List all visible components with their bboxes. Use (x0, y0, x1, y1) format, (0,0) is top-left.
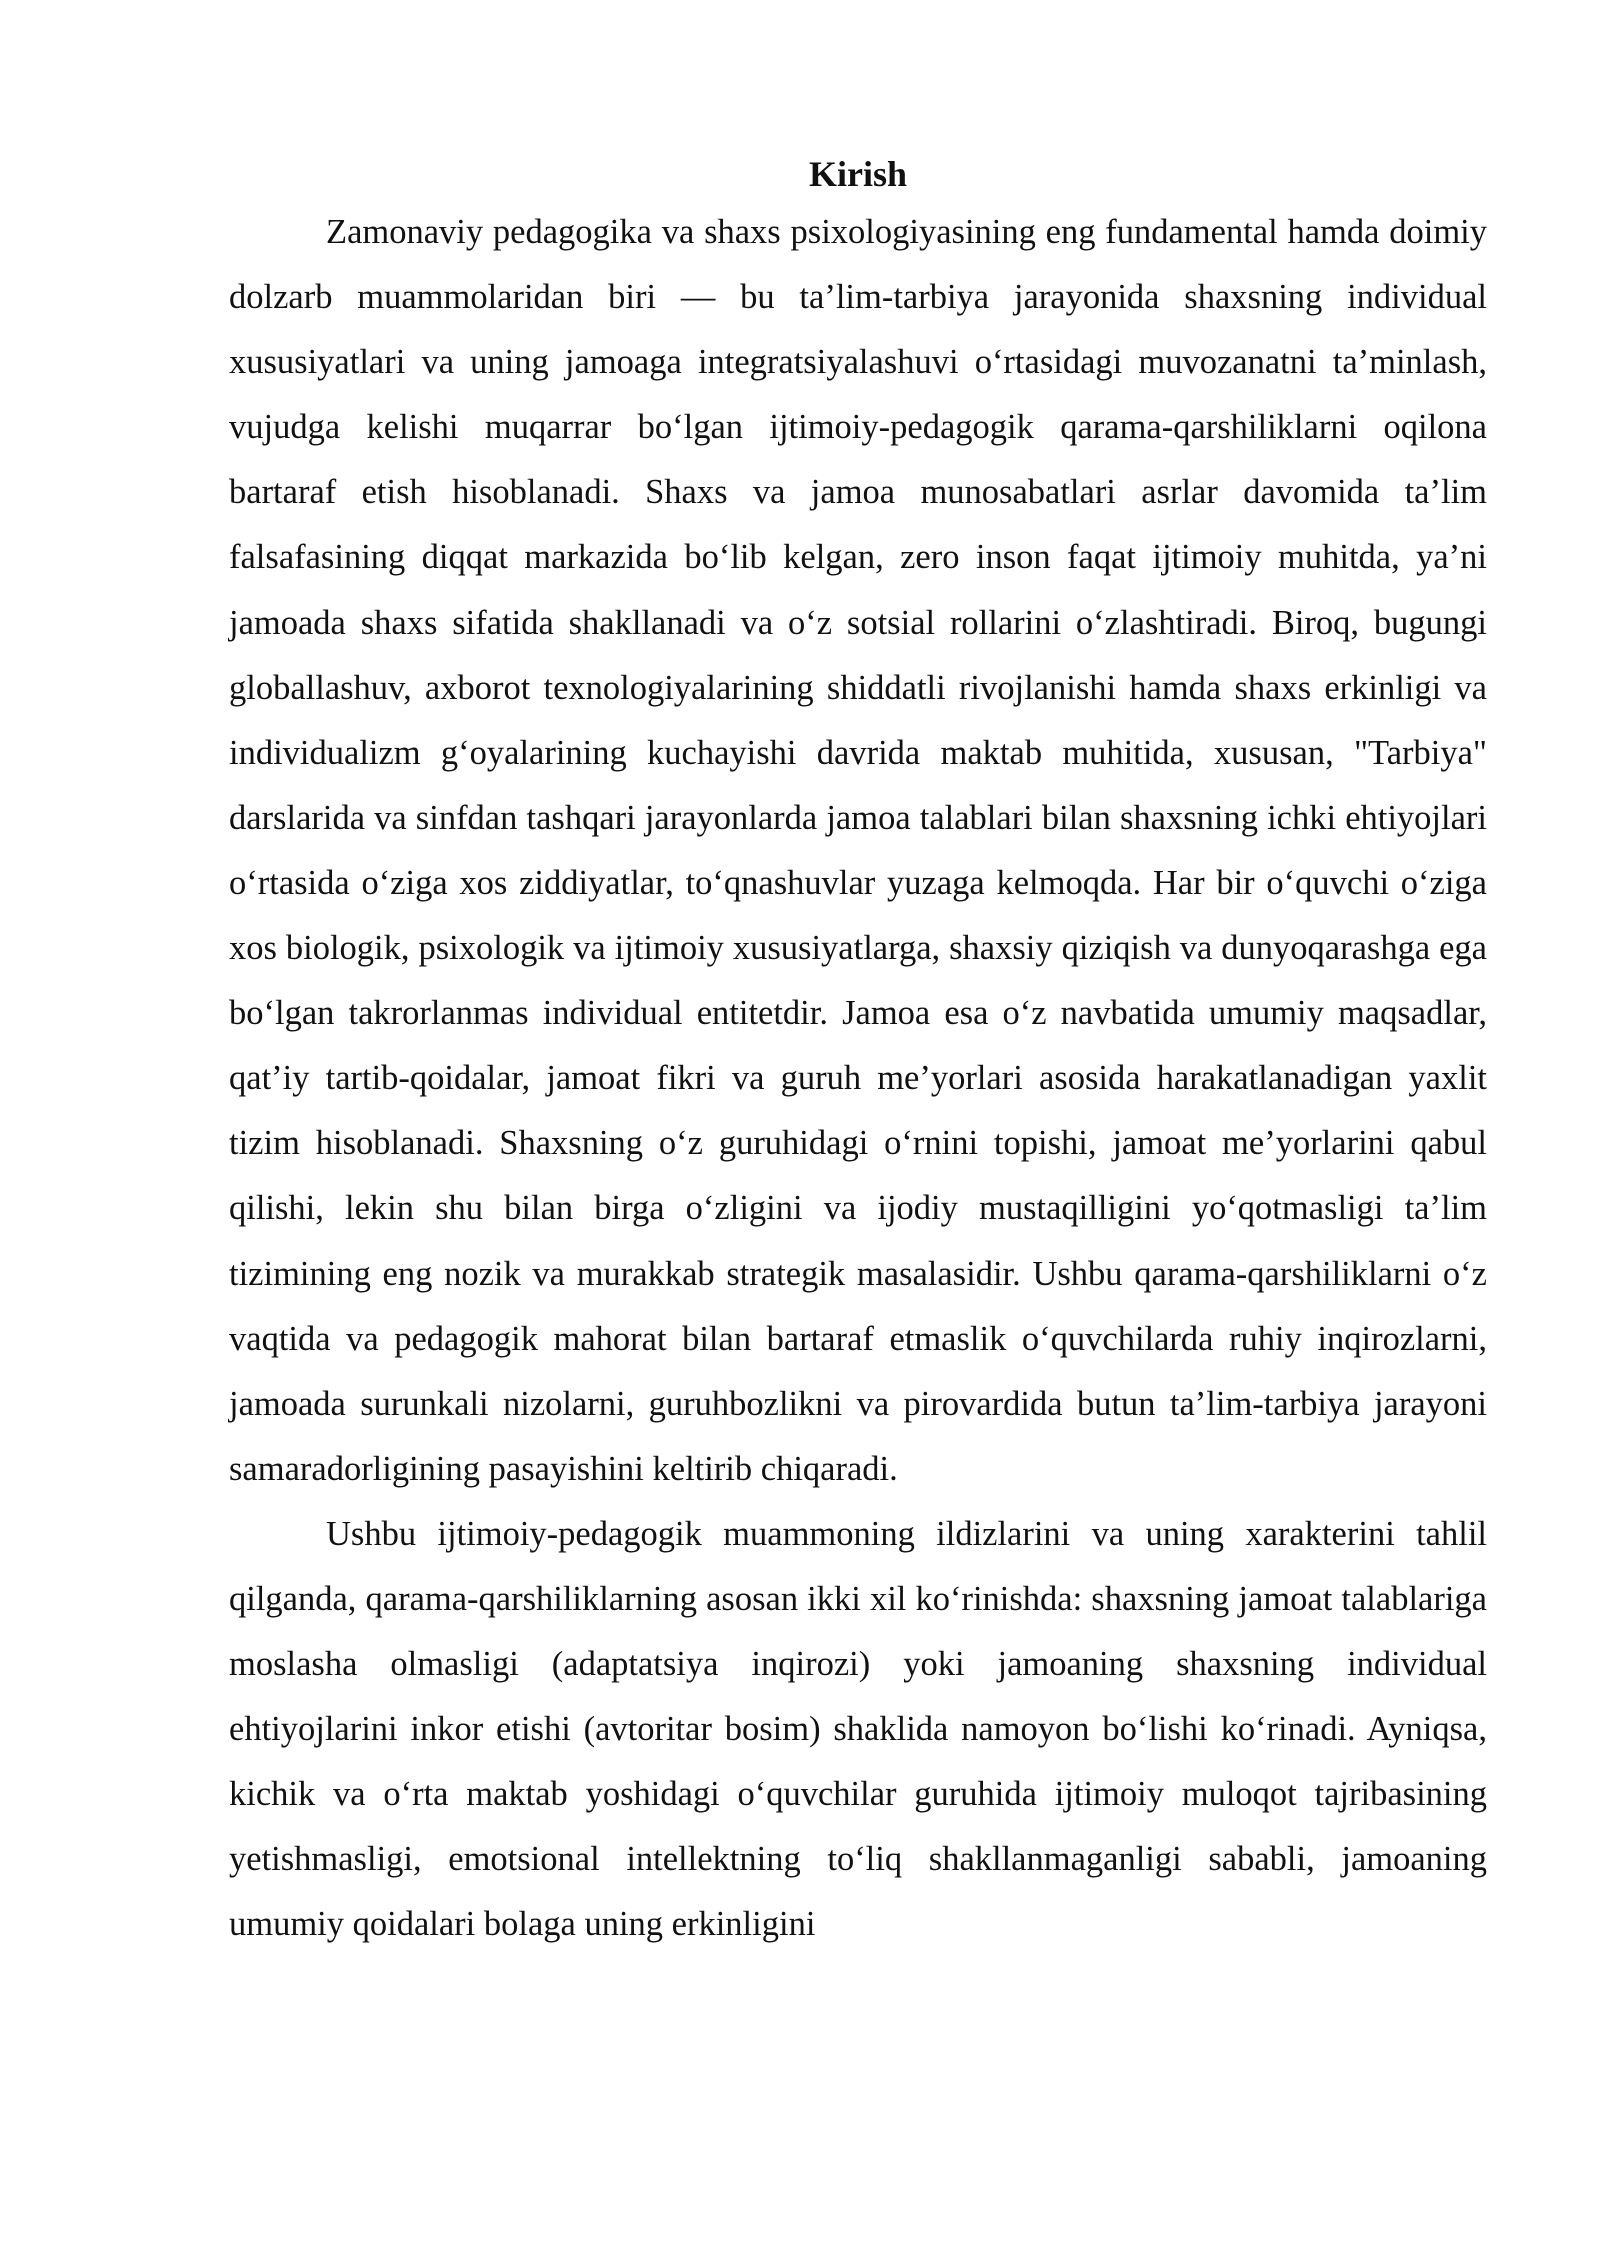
document-body (229, 148, 1487, 1958)
paragraph-2: Ushbu ijtimoiy-pedagogik muammoning ildizlarini va uning xarakterini tahlil qilganda, qarama-qarshiliklarning asosan ikki xil koʻrinishda: shaxsning jamoat talablariga moslasha olmasligi (adaptatsiya inqirozi) yoki jamoaning shaxsning individual ehtiyojlarini inkor etishi (avtoritar bosim) shaklida namoyon boʻlishi koʻrinadi. Ayniqsa, kichik va oʻrta maktab yoshidagi oʻquvchilar guruhida ijtimoiy muloqot tajribasining yetishmasligi, emotsional intellektning toʻliq shakllanmaganligi sababli, jamoaning umumiy qoidalari bolaga uning erkinligini (229, 1514, 1487, 1944)
paragraph-1: Zamonaviy pedagogika va shaxs psixologiyasining eng fundamental hamda doimiy dolzarb muammolaridan biri — bu ta’lim-tarbiya jarayonida shaxsning individual xususiyatlari va uning jamoaga integratsiyalashuvi oʻrtasidagi muvozanatni ta’minlash, vujudga kelishi muqarrar boʻlgan ijtimoiy-pedagogik qarama-qarshiliklarni oqilona bartaraf etish hisoblanadi. Shaxs va jamoa munosabatlari asrlar davomida ta’lim falsafasining diqqat markazida boʻlib kelgan, zero inson faqat ijtimoiy muhitda, ya’ni jamoada shaxs sifatida shakllanadi va oʻz sotsial rollarini oʻzlashtiradi. Biroq, bugungi globallashuv, axborot texnologiyalarining shiddatli rivojlanishi hamda shaxs erkinligi va individualizm gʻoyalarining kuchayishi davrida maktab muhitida, xususan, "Tarbiya" darslarida va sinfdan tashqari jarayonlarda jamoa talablari bilan shaxsning ichki ehtiyojlari oʻrtasida oʻziga xos ziddiyatlar, toʻqnashuvlar yuzaga kelmoqda. Har bir oʻquvchi oʻziga xos biologik, psixologik va ijtimoiy xususiyatlarga, shaxsiy qiziqish va dunyoqarashga ega boʻlgan takrorlanmas individual entitetdir. Jamoa esa oʻz navbatida umumiy maqsadlar, qat’iy tartib-qoidalar, jamoat fikri va guruh me’yorlari asosida harakatlanadigan yaxlit tizim hisoblanadi. Shaxsning oʻz guruhidagi oʻrnini topishi, jamoat me’yorlarini qabul qilishi, lekin shu bilan birga oʻzligini va ijodiy mustaqilligini yoʻqotmasligi ta’lim tizimining eng nozik va murakkab strategik masalasidir. Ushbu qarama-qarshiliklarni oʻz vaqtida va pedagogik mahorat bilan bartaraf etmaslik oʻquvchilarda ruhiy inqirozlarni, jamoada surunkali nizolarni, guruhbozlikni va pirovardida butun ta’lim-tarbiya jarayoni samaradorligining pasayishini keltirib chiqaradi. (229, 213, 1487, 1488)
document-title: Kirish (808, 154, 907, 194)
